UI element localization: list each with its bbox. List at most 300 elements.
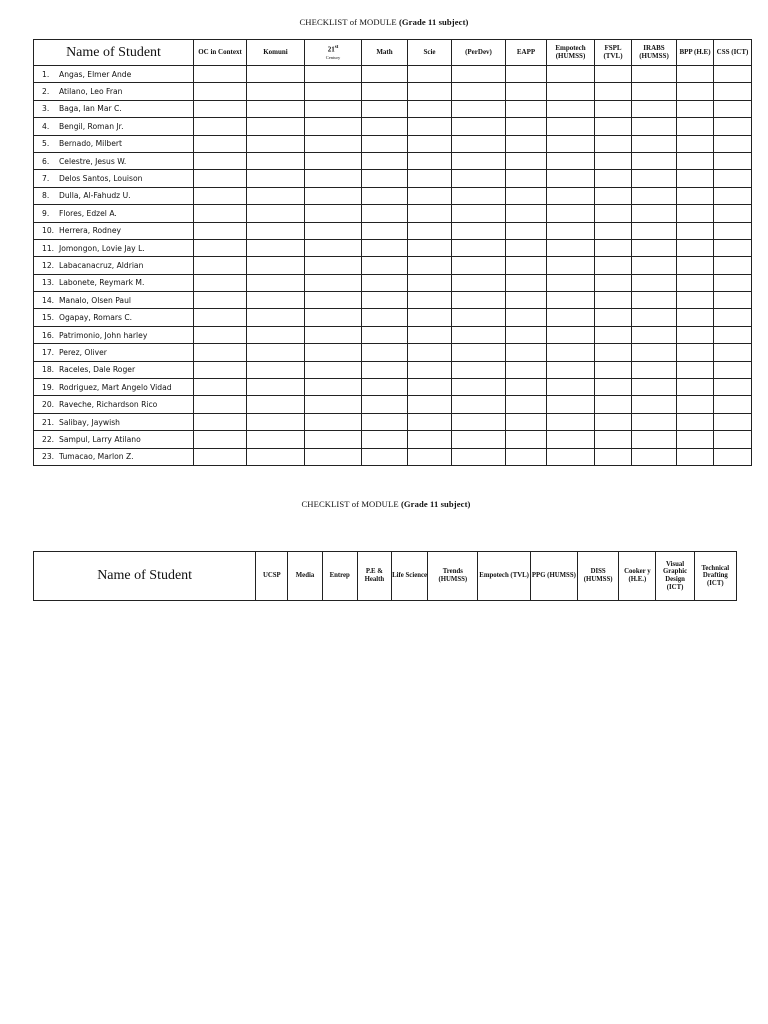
column-label: BPP (H.E) [679,47,711,56]
checklist-cell [595,100,632,117]
student-name: Perez, Oliver [59,347,107,357]
checklist-cell [595,292,632,309]
checklist-cell [305,257,362,274]
checklist-cell [547,222,595,239]
checklist-cell [714,309,752,326]
checklist-cell [632,396,677,413]
checklist-cell [595,135,632,152]
checklist-cell [677,431,714,448]
checklist-cell [595,431,632,448]
checklist-cell [452,344,506,361]
column-label: OC in Context [198,47,242,56]
checklist-cell [194,170,247,187]
checklist-cell [194,309,247,326]
student-name: Dulla, Al-Fahudz U. [59,191,131,201]
checklist-cell [362,274,408,291]
checklist-cell [305,152,362,169]
checklist-cell [506,292,547,309]
column-header [357,552,391,601]
checklist-cell [547,292,595,309]
checklist-cell [408,152,452,169]
column-label: DISS (HUMSS) [583,568,613,583]
column-header [632,40,677,66]
student-number: 12. [42,260,55,270]
table-row [34,187,752,204]
checklist-cell [595,309,632,326]
checklist-cell [247,222,305,239]
table-row [34,66,752,83]
checklist-cell [595,361,632,378]
checklist-cell [452,431,506,448]
column-label: Trends (HUMSS) [438,568,468,583]
checklist-cell [632,274,677,291]
checklist-cell [547,274,595,291]
checklist-cell [714,152,752,169]
checklist-cell [452,170,506,187]
column-label-sup: st [334,44,339,50]
checklist-cell [632,100,677,117]
column-label: Empotech (TVL) [479,572,529,580]
student-name-cell [34,118,194,135]
header-row [34,552,737,601]
checklist-cell [506,100,547,117]
checklist-cell [677,222,714,239]
checklist-cell [362,170,408,187]
table-row [34,83,752,100]
checklist-cell [247,396,305,413]
column-header [478,552,530,601]
checklist-cell [194,135,247,152]
student-name: Atilano, Leo Fran [59,87,123,97]
checklist-cell [305,361,362,378]
student-name: Patrimonio, John harley [59,330,148,340]
column-label: Cooker y (H.E.) [624,568,651,583]
checklist-cell [677,379,714,396]
checklist-cell [362,257,408,274]
checklist-cell [632,361,677,378]
checklist-cell [632,152,677,169]
checklist-cell [632,187,677,204]
checklist-cell [677,83,714,100]
checklist-cell [247,326,305,343]
checklist-cell [595,239,632,256]
checklist-cell [506,257,547,274]
checklist-cell [714,431,752,448]
student-name: Ogapay, Romars C. [59,313,133,323]
checklist-cell [595,257,632,274]
student-name: Celestre, Jesus W. [59,156,127,166]
student-name-cell [34,431,194,448]
checklist-cell [194,361,247,378]
student-number: 22. [42,434,55,444]
checklist-cell [714,118,752,135]
checklist-cell [714,83,752,100]
checklist-cell [595,152,632,169]
student-name-cell [34,361,194,378]
checklist-cell [677,292,714,309]
checklist-cell [547,135,595,152]
checklist-cell [677,100,714,117]
checklist-cell [194,83,247,100]
checklist-cell [247,344,305,361]
student-number: 1. [42,69,50,79]
column-label: Entrep [329,572,350,580]
student-number: 4. [42,121,50,131]
checklist-cell [714,222,752,239]
column-label: EAPP [516,47,536,56]
checklist-cell [452,135,506,152]
checklist-cell [714,239,752,256]
column-header [256,552,288,601]
checklist-cell [194,413,247,430]
checklist-cell [452,448,506,465]
checklist-cell [506,396,547,413]
checklist-cell [632,118,677,135]
checklist-cell [452,274,506,291]
student-name-cell [34,170,194,187]
checklist-cell [595,344,632,361]
table-row [34,448,752,465]
checklist-cell [194,187,247,204]
checklist-cell [194,205,247,222]
checklist-cell [362,205,408,222]
checklist-cell [632,431,677,448]
checklist-cell [547,100,595,117]
checklist-cell [547,239,595,256]
table-row [34,135,752,152]
checklist-cell [362,239,408,256]
checklist-cell [247,257,305,274]
student-name: Raceles, Dale Roger [59,365,136,375]
checklist-cell [362,83,408,100]
checklist-cell [247,152,305,169]
checklist-cell [506,326,547,343]
column-label: Media [295,572,315,580]
student-name-cell [34,152,194,169]
checklist-cell [506,187,547,204]
checklist-cell [595,413,632,430]
column-label: CSS (ICT) [716,47,749,56]
checklist-cell [452,118,506,135]
checklist-cell [714,379,752,396]
student-name-cell [34,309,194,326]
checklist-cell [247,292,305,309]
checklist-cell [362,413,408,430]
checklist-cell [408,257,452,274]
checklist-cell [305,448,362,465]
column-header [506,40,547,66]
checklist-cell [547,361,595,378]
checklist-cell [305,100,362,117]
checklist-cell [408,135,452,152]
student-number: 16. [42,330,55,340]
table-row [34,170,752,187]
title-text: CHECKLIST of MODULE [299,17,397,27]
checklist-cell [408,100,452,117]
checklist-title-1 [0,17,768,27]
checklist-cell [247,361,305,378]
checklist-cell [408,83,452,100]
checklist-cell [547,170,595,187]
checklist-cell [362,292,408,309]
checklist-cell [632,413,677,430]
checklist-cell [194,257,247,274]
checklist-cell [408,222,452,239]
student-name: Manalo, Olsen Paul [59,295,132,305]
student-name-cell [34,222,194,239]
checklist-cell [305,326,362,343]
checklist-cell [305,431,362,448]
student-name-cell [34,135,194,152]
checklist-cell [362,396,408,413]
checklist-cell [547,413,595,430]
checklist-cell [452,66,506,83]
checklist-cell [677,66,714,83]
checklist-cell [677,413,714,430]
title-grade: (Grade 11 subject) [398,17,469,27]
checklist-cell [506,274,547,291]
column-header [714,40,752,66]
checklist-cell [506,170,547,187]
checklist-cell [247,170,305,187]
student-name: Tumacao, Marlon Z. [59,452,134,462]
checklist-cell [362,135,408,152]
column-header [578,552,619,601]
checklist-cell [408,361,452,378]
table-row [34,274,752,291]
student-name-cell [34,100,194,117]
checklist-cell [452,152,506,169]
checklist-cell [194,396,247,413]
checklist-cell [194,326,247,343]
checklist-cell [305,83,362,100]
column-label-sub: Century [325,54,341,60]
checklist-cell [305,309,362,326]
checklist-cell [677,309,714,326]
checklist-cell [305,292,362,309]
checklist-cell [305,344,362,361]
column-header [619,552,656,601]
column-header [322,552,357,601]
checklist-cell [247,187,305,204]
checklist-cell [506,344,547,361]
checklist-cell [452,396,506,413]
checklist-cell [408,118,452,135]
checklist-cell [362,448,408,465]
checklist-cell [547,83,595,100]
checklist-cell [714,361,752,378]
table-row [34,100,752,117]
checklist-cell [595,274,632,291]
checklist-cell [677,326,714,343]
checklist-cell [305,413,362,430]
checklist-cell [305,135,362,152]
checklist-cell [247,431,305,448]
checklist-cell [714,448,752,465]
checklist-cell [408,66,452,83]
checklist-cell [632,170,677,187]
checklist-cell [452,309,506,326]
student-name-cell [34,413,194,430]
student-name: Salibay, Jaywish [59,417,120,427]
student-number: 13. [42,278,55,288]
student-number: 18. [42,365,55,375]
column-header [530,552,577,601]
student-name-cell [34,83,194,100]
student-name: Sampul, Larry Atilano [59,434,141,444]
student-number: 7. [42,174,50,184]
table-row [34,118,752,135]
column-label: FSPL (TVL) [603,44,623,60]
checklist-cell [632,257,677,274]
checklist-cell [506,309,547,326]
student-name: Rodriguez, Mart Angelo Vidad [59,382,172,392]
column-label: Scie [423,47,436,56]
name-of-student-header: Name of Student [34,552,256,601]
checklist-cell [247,239,305,256]
checklist-cell [547,152,595,169]
checklist-cell [677,257,714,274]
student-name: Labonete, Reymark M. [59,278,145,288]
checklist-cell [632,66,677,83]
table-row [34,361,752,378]
table-row [34,309,752,326]
student-name: Flores, Edzel A. [59,208,117,218]
student-number: 11. [42,243,55,253]
checklist-cell [547,344,595,361]
checklist-cell [247,135,305,152]
student-number: 6. [42,156,50,166]
column-label: Empotech (HUMSS) [555,44,586,60]
checklist-cell [305,379,362,396]
table-row [34,396,752,413]
checklist-cell [714,66,752,83]
table-row [34,239,752,256]
column-label: (PerDev) [465,47,492,56]
checklist-cell [362,361,408,378]
checklist-cell [194,379,247,396]
column-header [547,40,595,66]
column-header [305,40,362,66]
column-header [362,40,408,66]
checklist-cell [408,239,452,256]
table-row [34,431,752,448]
student-name: Herrera, Rodney [59,226,121,236]
checklist-cell [247,448,305,465]
student-name: Bernado, Milbert [59,139,122,149]
checklist-cell [247,205,305,222]
checklist-cell [595,118,632,135]
checklist-cell [408,292,452,309]
checklist-cell [632,222,677,239]
checklist-cell [362,309,408,326]
checklist-cell [247,379,305,396]
checklist-cell [714,135,752,152]
checklist-cell [408,326,452,343]
checklist-cell [677,361,714,378]
checklist-cell [247,66,305,83]
title-grade: (Grade 11 subject) [400,499,471,509]
checklist-cell [632,379,677,396]
checklist-cell [408,205,452,222]
checklist-cell [547,205,595,222]
checklist-cell [506,413,547,430]
checklist-cell [452,292,506,309]
checklist-cell [362,100,408,117]
checklist-cell [677,118,714,135]
checklist-cell [194,431,247,448]
checklist-cell [595,379,632,396]
student-number: 10. [42,226,55,236]
checklist-cell [362,326,408,343]
checklist-cell [305,170,362,187]
checklist-cell [506,379,547,396]
student-name-cell [34,344,194,361]
student-number: 8. [42,191,50,201]
table-row [34,257,752,274]
checklist-cell [305,205,362,222]
checklist-cell [595,326,632,343]
checklist-cell [506,66,547,83]
name-of-student-header: Name of Student [34,40,194,66]
checklist-cell [247,100,305,117]
checklist-cell [632,309,677,326]
checklist-cell [677,135,714,152]
checklist-cell [595,448,632,465]
student-number: 3. [42,104,50,114]
checklist-cell [194,222,247,239]
student-name-cell [34,205,194,222]
column-header [408,40,452,66]
checklist-cell [506,431,547,448]
column-label: UCSP [262,572,281,580]
student-number: 15. [42,313,55,323]
student-number: 17. [42,347,55,357]
student-name-cell [34,379,194,396]
checklist-cell [247,413,305,430]
checklist-cell [547,66,595,83]
checklist-title-2 [2,499,768,509]
checklist-cell [408,274,452,291]
student-name: Labacanacruz, Aldrian [59,260,144,270]
checklist-cell [305,222,362,239]
checklist-cell [632,205,677,222]
student-number: 14. [42,295,55,305]
student-name-cell [34,396,194,413]
checklist-cell [452,413,506,430]
checklist-cell [632,448,677,465]
table-row [34,205,752,222]
student-name-cell [34,292,194,309]
table-row [34,222,752,239]
checklist-cell [632,239,677,256]
checklist-cell [677,344,714,361]
column-header [452,40,506,66]
checklist-cell [452,361,506,378]
column-label: P.E & Health [364,568,385,583]
checklist-cell [305,66,362,83]
checklist-cell [362,379,408,396]
column-label: 21 [327,45,335,54]
student-name: Bengil, Roman Jr. [59,121,124,131]
checklist-cell [506,83,547,100]
checklist-cell [362,66,408,83]
checklist-cell [408,396,452,413]
checklist-cell [714,292,752,309]
student-name: Raveche, Richardson Rico [59,400,158,410]
checklist-cell [452,222,506,239]
column-header [247,40,305,66]
